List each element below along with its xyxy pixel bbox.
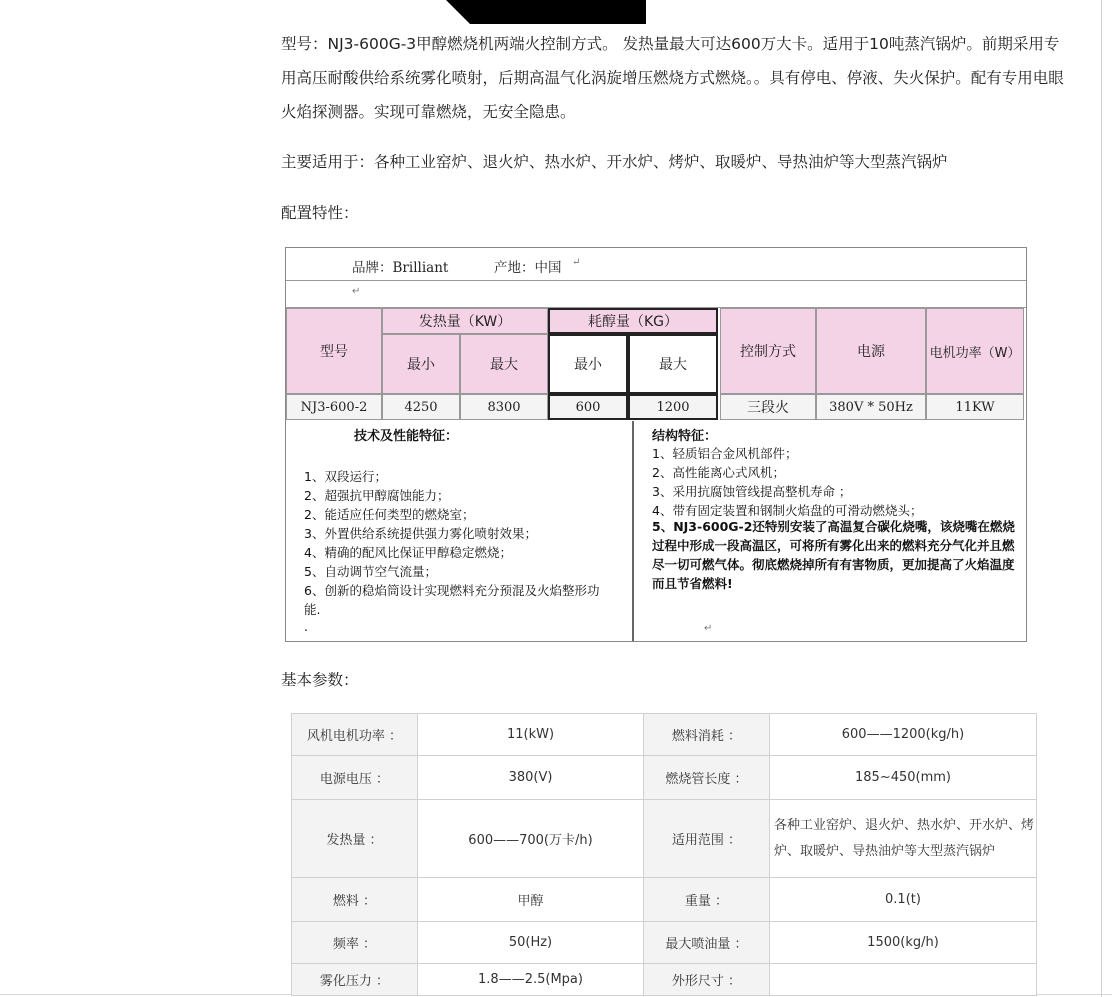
- row-fuel-max: 1200: [628, 394, 718, 420]
- struct-item: 3、采用抗腐蚀管线提高整机寿命 ；: [652, 484, 852, 499]
- param-value: 甲醇: [418, 878, 644, 922]
- return-mark: ↵: [704, 623, 713, 634]
- config-heading: 配置特性：: [281, 204, 359, 222]
- row-motor: 11KW: [926, 394, 1024, 420]
- row-heat-min: 4250: [382, 394, 460, 420]
- param-label: 燃料 ：: [292, 878, 418, 922]
- param-value: 0.1(t): [770, 878, 1037, 922]
- param-label: 发热量 ：: [292, 800, 418, 878]
- row-power: 380V * 50Hz: [816, 394, 926, 420]
- struct-item-5: 5、NJ3-600G-2还特别安装了高温复合碳化烧嘴，该烧嘴在燃烧过程中形成一段高温区，可将所有雾化出来的燃料充分气化并且燃尽一切可燃气体。彻底燃烧掉所有有害物质，更加提高了火焰温度而且节省燃料!: [652, 519, 1015, 591]
- param-label: 燃料消耗 ：: [644, 714, 770, 756]
- tech-item: 4、精确的配风比保证甲醇稳定燃烧；: [304, 545, 512, 560]
- header-control: 控制方式: [720, 308, 816, 394]
- struct-title: 结构特征：: [652, 429, 718, 444]
- application-paragraph: 主要适用于：各种工业窑炉、退火炉、热水炉、开水炉、烤炉、取暖炉、导热油炉等大型蒸汽锅炉: [281, 153, 948, 171]
- param-value: 600——1200(kg/h): [770, 714, 1037, 756]
- param-label: 适用范围 ：: [644, 800, 770, 878]
- row-heat-max: 8300: [460, 394, 548, 420]
- table-row: [292, 922, 1037, 964]
- param-value: 1500(kg/h): [770, 922, 1037, 964]
- struct-item: 4、带有固定装置和钢制火焰盘的可滑动燃烧头；: [652, 503, 923, 518]
- table-row: [292, 756, 1037, 800]
- header-heat: 发热量（KW）: [382, 308, 548, 334]
- origin-label: 产地：中国: [494, 260, 562, 276]
- struct-item: 2、高性能离心式风机；: [652, 465, 785, 480]
- tech-item: 3、外置供给系统提供强力雾化喷射效果；: [304, 526, 537, 541]
- param-label: 重量 ：: [644, 878, 770, 922]
- brand-label: 品牌：Brilliant: [352, 260, 449, 276]
- param-value: 185~450(mm): [770, 756, 1037, 800]
- row-model: NJ3-600-2: [286, 394, 382, 420]
- page-border-right: [1101, 0, 1102, 997]
- header-heat-min: 最小: [382, 334, 460, 394]
- param-value: 各种工业窑炉、退火炉、热水炉、开水炉、烤炉、取暖炉、导热油炉等大型蒸汽锅炉: [770, 800, 1037, 878]
- param-value: [770, 964, 1037, 996]
- return-mark: ↵: [572, 257, 581, 268]
- header-heat-max: 最大: [460, 334, 548, 394]
- brand-row: [286, 248, 1026, 281]
- param-label: 电源电压 ：: [292, 756, 418, 800]
- table-row: [292, 964, 1037, 996]
- return-mark: ↵: [352, 286, 361, 297]
- param-label: 外形尺寸 ：: [644, 964, 770, 996]
- params-table: [291, 713, 1037, 996]
- header-fuel-min: 最小: [548, 334, 628, 394]
- table-row: [292, 878, 1037, 922]
- tech-item: .: [304, 619, 308, 634]
- spec-table: [285, 247, 1027, 642]
- param-value: 380(V): [418, 756, 644, 800]
- params-heading: 基本参数：: [281, 671, 359, 689]
- row-control: 三段火: [720, 394, 816, 420]
- empty-row: [286, 280, 1026, 308]
- table-row: [292, 800, 1037, 878]
- header-model: 型号: [286, 308, 382, 394]
- tech-item: 2、能适应任何类型的燃烧室；: [304, 507, 475, 522]
- param-value: 600——700(万卡/h): [418, 800, 644, 878]
- param-value: 1.8——2.5(Mpa): [418, 964, 644, 996]
- tech-features: [286, 421, 634, 641]
- header-motor: 电机功率（W）: [926, 308, 1024, 394]
- param-label: 雾化压力 ：: [292, 964, 418, 996]
- param-label: 最大喷油量 ：: [644, 922, 770, 964]
- tech-title: 技术及性能特征：: [354, 429, 459, 444]
- tech-item: 能.: [304, 602, 321, 617]
- header-fuel: 耗醇量（KG）: [548, 308, 718, 334]
- param-value: 11(kW): [418, 714, 644, 756]
- structure-features: [634, 421, 1026, 641]
- row-fuel-min: 600: [548, 394, 628, 420]
- tech-item: 2、超强抗甲醇腐蚀能力；: [304, 488, 450, 503]
- intro-paragraph: 型号：NJ3-600G-3甲醇燃烧机两端火控制方式。 发热量最大可达600万大卡。适用于10吨蒸汽锅炉。前期采用专用高压耐酸供给系统雾化喷射，后期高温气化涡旋增压燃烧方式燃烧。。具有停电、停液、失火保护。配有专用电眼火焰探测器。实现可靠燃烧，无安全隐患。: [281, 35, 1064, 121]
- top-image-fragment: [446, 0, 646, 24]
- param-value: 50(Hz): [418, 922, 644, 964]
- table-row: [292, 714, 1037, 756]
- tech-item: 1、双段运行；: [304, 469, 387, 484]
- header-fuel-max: 最大: [628, 334, 718, 394]
- header-power: 电源: [816, 308, 926, 394]
- struct-item: 1、轻质铝合金风机部件；: [652, 446, 798, 461]
- param-label: 风机电机功率 ：: [292, 714, 418, 756]
- tech-item: 5、自动调节空气流量；: [304, 564, 437, 579]
- tech-item: 6、创新的稳焰筒设计实现燃料充分预混及火焰整形功: [304, 583, 600, 598]
- param-label: 频率 ：: [292, 922, 418, 964]
- param-label: 燃烧管长度 ：: [644, 756, 770, 800]
